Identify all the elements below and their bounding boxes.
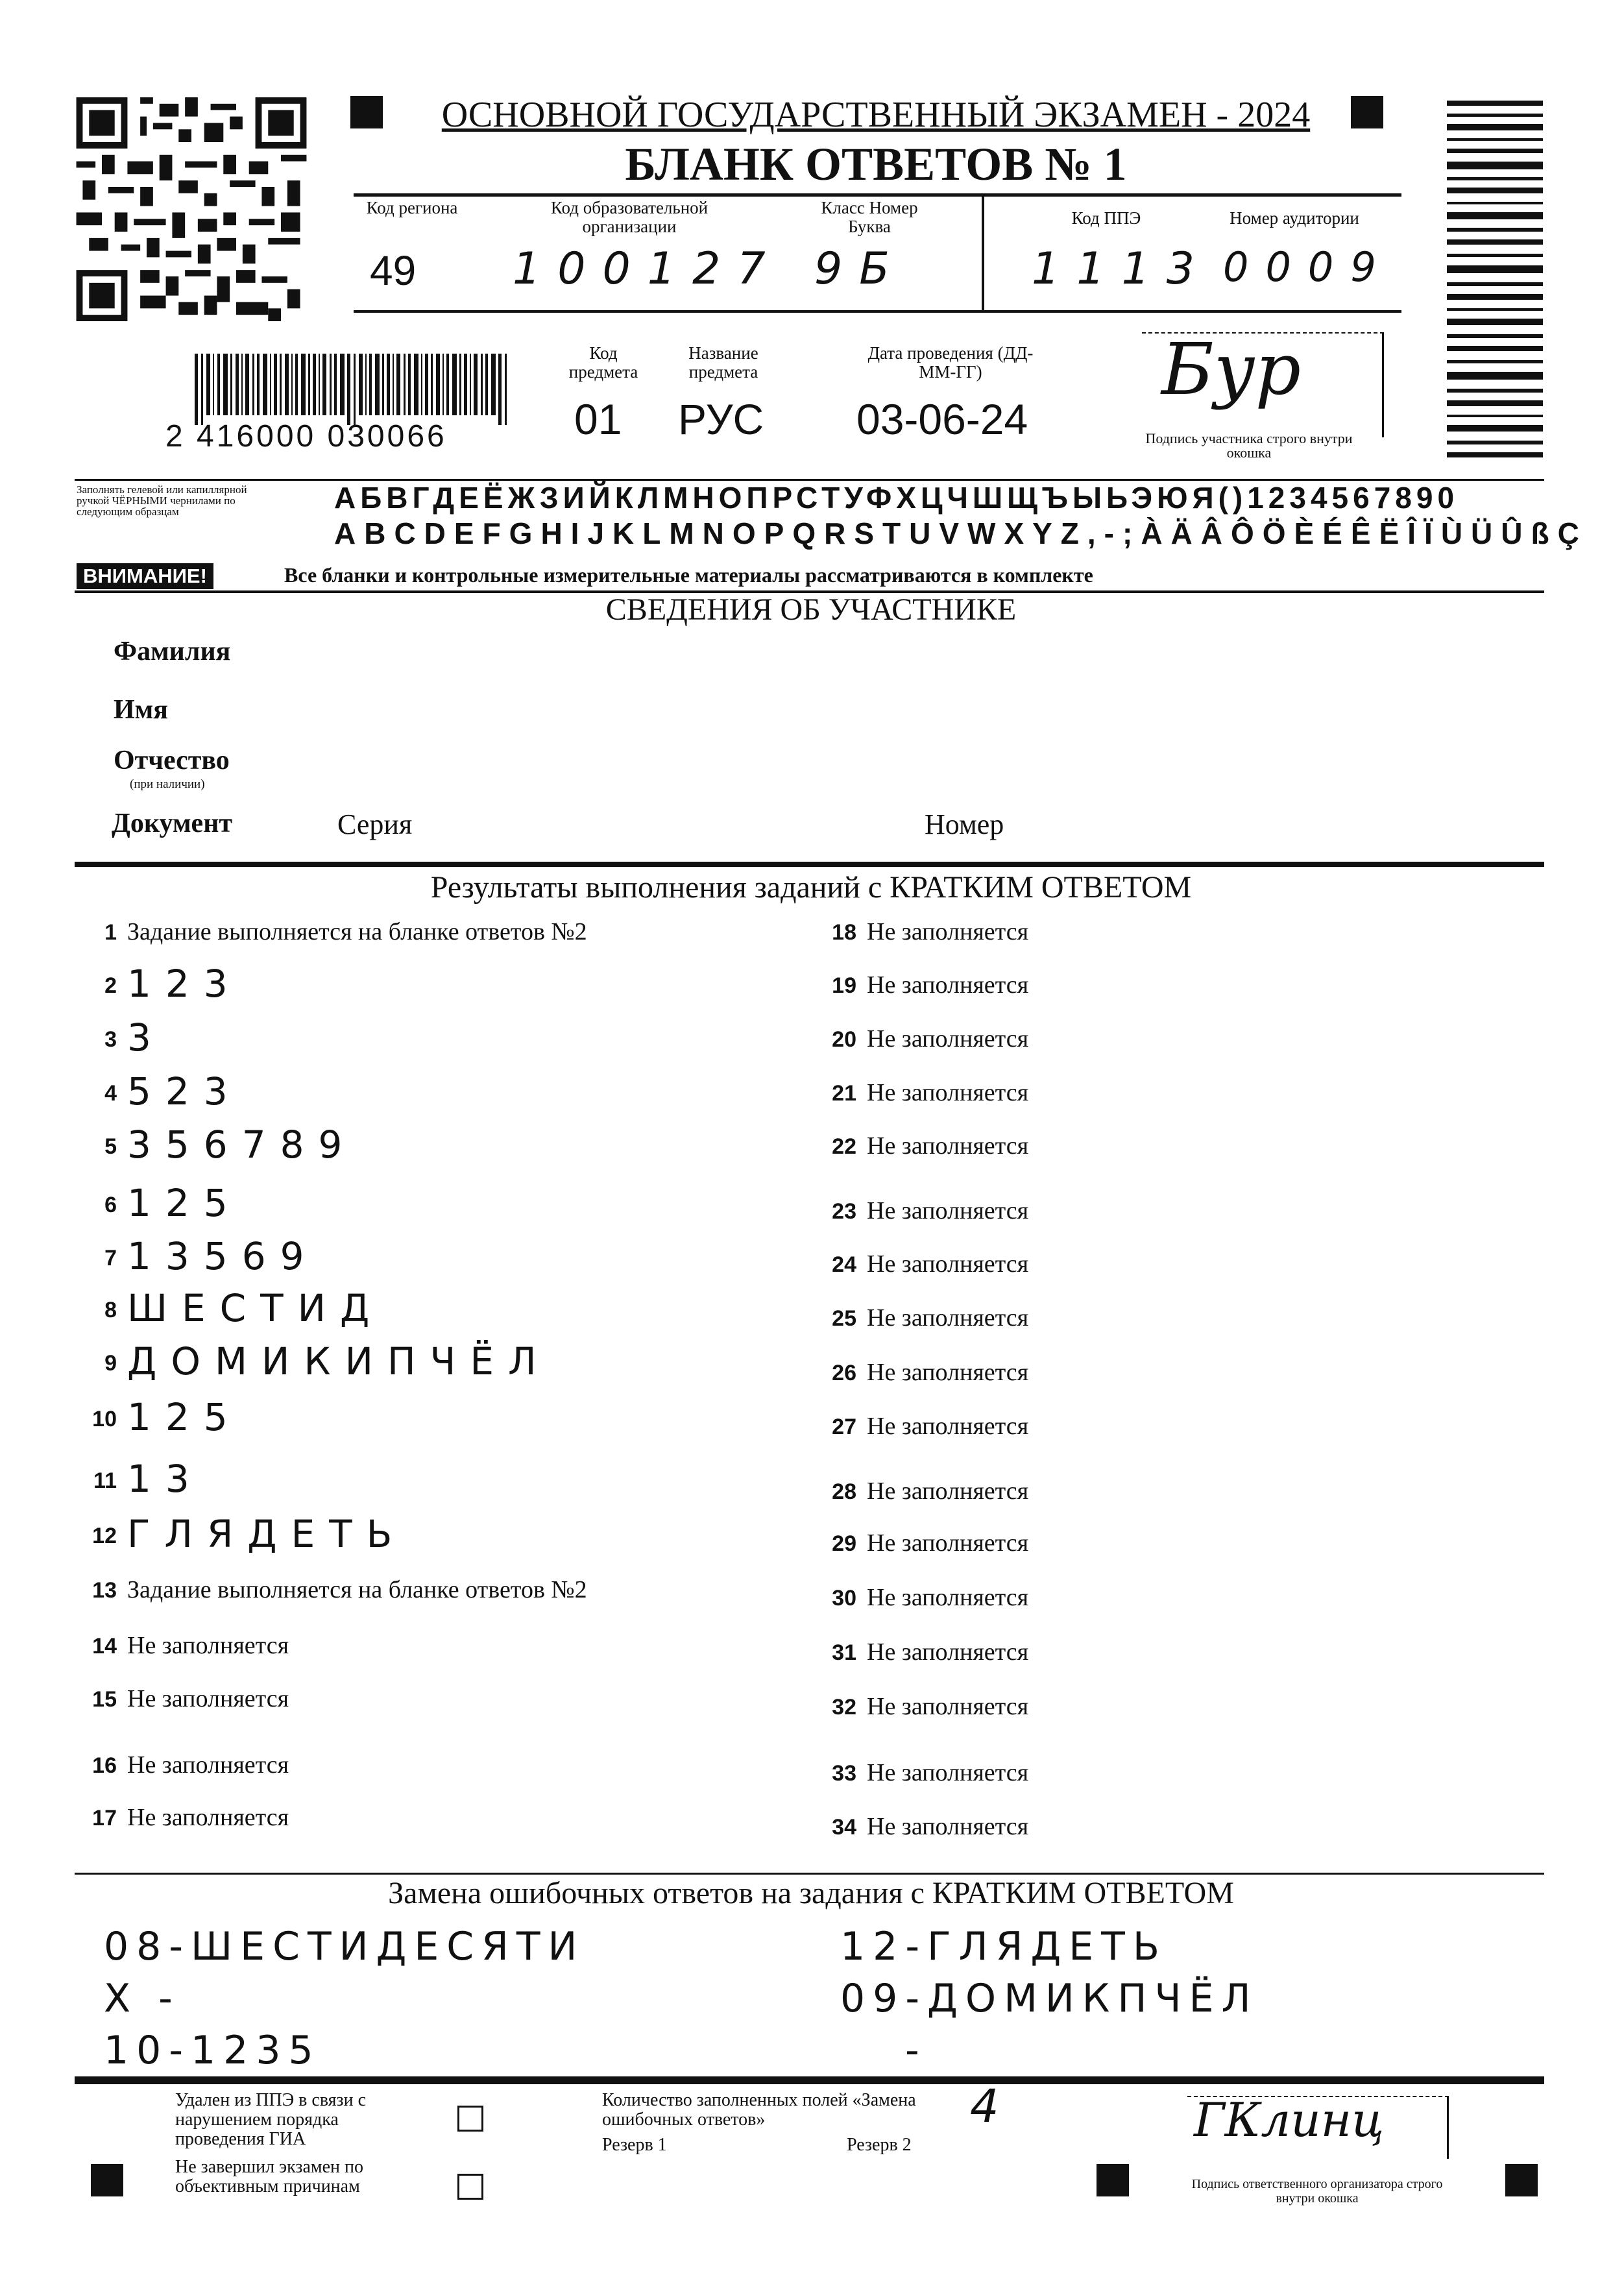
result-answer-handwritten: 13569 [127, 1234, 319, 1278]
replacement-count-value: 4 [970, 2080, 999, 2133]
participant-signature: Бур [1161, 328, 1302, 411]
result-row-number: 6 [104, 1193, 117, 1217]
region-label: Код региона [366, 198, 458, 217]
codes-divider [982, 195, 984, 311]
result-row-number: 22 [832, 1134, 856, 1159]
patronymic-label: Отчество [114, 746, 230, 775]
result-row-number: 7 [104, 1246, 117, 1271]
result-row-number: 23 [832, 1199, 856, 1224]
result-answer-text: Не заполняется [867, 1759, 1029, 1786]
class-label: Класс Номер Буква [821, 198, 918, 236]
result-row-number: 27 [832, 1415, 856, 1439]
region-value: 49 [370, 247, 417, 294]
result-answer-text: Не заполняется [867, 1693, 1029, 1720]
form-title: БЛАНК ОТВЕТОВ № 1 [625, 138, 1127, 190]
result-row-number: 15 [92, 1687, 117, 1712]
anchor-square-top-right [1351, 96, 1383, 128]
removed-label: Удален из ППЭ в связи с нарушением порядка проведения ГИА [175, 2090, 367, 2149]
class-value: 9Б [814, 243, 906, 295]
result-answer-text: Не заполняется [867, 971, 1029, 999]
result-answer-text: Не заполняется [127, 1685, 289, 1712]
side-stripe-code [1447, 101, 1543, 467]
result-row-number: 28 [832, 1479, 856, 1504]
result-row-number: 14 [92, 1634, 117, 1659]
result-answer-handwritten: 3 [127, 1015, 165, 1060]
result-row-number: 4 [104, 1081, 117, 1106]
anchor-square-bottom-left [91, 2164, 123, 2196]
patronymic-note: (при наличии) [130, 777, 205, 791]
result-answer-text: Задание выполняется на бланке ответов №2 [127, 1576, 587, 1603]
result-row-number: 17 [92, 1806, 117, 1830]
result-answer-text: Не заполняется [867, 1079, 1029, 1106]
result-answer-handwritten: 13 [127, 1457, 204, 1501]
result-answer-text: Не заполняется [867, 1813, 1029, 1840]
organizer-signature-label: Подпись ответственного организатора строго внутри окошка [1191, 2177, 1443, 2206]
result-row-number: 10 [92, 1407, 117, 1431]
result-answer-handwritten: ДОМИКИПЧЁЛ [127, 1339, 551, 1383]
replacement-count-label: Количество заполненных полей «Замена ошибочных ответов» [602, 2090, 916, 2130]
result-row-number: 13 [92, 1578, 117, 1603]
replacement-right-1: 12-ГЛЯДЕТЬ [840, 1924, 1167, 1969]
result-answer-handwritten: 125 [127, 1395, 242, 1439]
result-answer-text: Не заполняется [867, 1638, 1029, 1666]
result-row-number: 3 [104, 1027, 117, 1052]
result-row-number: 18 [832, 920, 856, 945]
sample-instruction: Заполнять гелевой или капиллярной ручкой ЧЁРНЫМИ чернилами по следующим образцам [77, 483, 247, 518]
attention-badge: ВНИМАНИЕ! [77, 563, 213, 589]
result-row-number: 33 [832, 1761, 856, 1786]
org-label: Код образовательной организации [550, 198, 709, 236]
result-answer-text: Не заполняется [867, 1584, 1029, 1611]
exam-title: ОСНОВНОЙ ГОСУДАРСТВЕННЫЙ ЭКЗАМЕН - 2024 [441, 95, 1311, 135]
result-answer-text: Не заполняется [867, 1413, 1029, 1440]
result-row-number: 8 [104, 1298, 117, 1322]
series-label: Серия [337, 809, 413, 840]
replacement-right-2: 09-ДОМИКПЧЁЛ [840, 1976, 1259, 2021]
result-answer-text: Не заполняется [867, 918, 1029, 945]
result-answer-text: Не заполняется [867, 1197, 1029, 1224]
subject-code-value: 01 [574, 395, 622, 443]
room-value: 0009 [1223, 243, 1393, 291]
result-answer-handwritten: 123 [127, 962, 242, 1006]
replacement-left-3: 10-1235 [104, 2028, 321, 2073]
result-answer-text: Не заполняется [867, 1132, 1029, 1160]
reserve-2-label: Резерв 2 [847, 2135, 912, 2155]
ppe-value: 1113 [1032, 243, 1212, 295]
result-row-number: 19 [832, 973, 856, 998]
attention-text: Все бланки и контрольные измерительные материалы рассматриваются в комплекте [284, 563, 1093, 587]
result-row-number: 21 [832, 1081, 856, 1106]
room-label: Номер аудитории [1230, 208, 1359, 228]
replacement-left-1: 08-ШЕСТИДЕСЯТИ [104, 1924, 585, 1969]
barcode [195, 354, 526, 425]
result-answer-text: Не заполняется [867, 1477, 1029, 1505]
result-row-number: 9 [104, 1351, 117, 1376]
result-answer-text: Не заполняется [867, 1250, 1029, 1278]
result-row-number: 11 [93, 1468, 117, 1493]
result-answer-text: Не заполняется [867, 1304, 1029, 1331]
result-answer-handwritten: 125 [127, 1181, 242, 1225]
document-label: Документ [112, 809, 233, 838]
results-section-title: Результаты выполнения заданий с КРАТКИМ ОТВЕТОМ [430, 870, 1192, 905]
date-value: 03-06-24 [856, 395, 1028, 443]
replacement-left-2: X - [104, 1976, 180, 2021]
qr-code [75, 97, 308, 321]
result-answer-text: Не заполняется [127, 1632, 289, 1659]
removed-checkbox[interactable] [457, 2106, 483, 2132]
surname-label: Фамилия [114, 637, 231, 666]
result-answer-text: Не заполняется [127, 1751, 289, 1779]
sample-row-latin: ABCDEFGHIJKLMNOPQRSTUVWXYZ,-;ÀÄÂÔÖÈÉÊËÎÏÙÜÛßÇ [334, 517, 1588, 550]
anchor-square-bottom-mid [1097, 2164, 1129, 2196]
replacement-section-title: Замена ошибочных ответов на задания с КРАТКИМ ОТВЕТОМ [388, 1876, 1234, 1910]
result-row-number: 1 [104, 920, 117, 945]
result-answer-text: Не заполняется [867, 1025, 1029, 1052]
header-rule [354, 193, 1401, 197]
results-bottom-rule [75, 1873, 1544, 1875]
participant-section-title: СВЕДЕНИЯ ОБ УЧАСТНИКЕ [605, 592, 1017, 627]
ppe-label: Код ППЭ [1071, 208, 1141, 228]
reserve-1-label: Резерв 1 [602, 2135, 667, 2155]
result-answer-handwritten: 523 [127, 1069, 242, 1113]
participant-signature-label: Подпись участника строго внутри окошка [1145, 430, 1353, 461]
result-row-number: 26 [832, 1361, 856, 1385]
codes-bottom-rule [354, 310, 1401, 313]
replacement-right-3: - [905, 2028, 927, 2073]
result-answer-handwritten: 356789 [127, 1123, 357, 1167]
result-row-number: 32 [832, 1695, 856, 1720]
result-row-number: 5 [104, 1134, 117, 1159]
result-answer-text: Не заполняется [867, 1359, 1029, 1386]
result-row-number: 30 [832, 1586, 856, 1611]
participant-bottom-rule [75, 862, 1544, 867]
result-answer-text: Не заполняется [127, 1804, 289, 1831]
subject-name-label: Название предмета [688, 343, 758, 382]
name-label: Имя [114, 695, 168, 725]
result-row-number: 24 [832, 1252, 856, 1277]
date-label: Дата проведения (ДД-ММ-ГГ) [867, 343, 1034, 382]
sample-row-cyrillic: АБВГДЕЁЖЗИЙКЛМНОПРСТУФХЦЧШЩЪЫЬЭЮЯ()1234567890 [334, 481, 1459, 515]
result-row-number: 16 [92, 1753, 117, 1778]
result-row-number: 12 [92, 1524, 117, 1548]
not-finished-checkbox[interactable] [457, 2174, 483, 2200]
result-answer-text: Задание выполняется на бланке ответов №2 [127, 918, 587, 945]
subject-code-label: Код предмета [568, 343, 638, 382]
anchor-square-bottom-right [1505, 2164, 1538, 2196]
not-finished-label: Не завершил экзамен по объективным причинам [175, 2157, 363, 2196]
result-answer-text: Не заполняется [867, 1529, 1029, 1557]
org-value: 100127 [513, 243, 782, 295]
barcode-number: 2 416000 030066 [165, 419, 447, 454]
result-row-number: 31 [832, 1640, 856, 1665]
subject-name-value: РУС [678, 395, 764, 443]
result-row-number: 29 [832, 1531, 856, 1556]
anchor-square-top-left [350, 96, 383, 128]
organizer-signature: ГКлинц [1194, 2093, 1385, 2147]
result-row-number: 25 [832, 1306, 856, 1331]
result-row-number: 34 [832, 1815, 856, 1840]
result-answer-handwritten: ШЕСТИД [127, 1286, 384, 1330]
footer-top-rule [75, 2076, 1544, 2084]
result-row-number: 2 [104, 973, 117, 998]
number-label: Номер [925, 809, 1004, 840]
result-row-number: 20 [832, 1027, 856, 1052]
result-answer-handwritten: ГЛЯДЕТЬ [127, 1512, 407, 1556]
